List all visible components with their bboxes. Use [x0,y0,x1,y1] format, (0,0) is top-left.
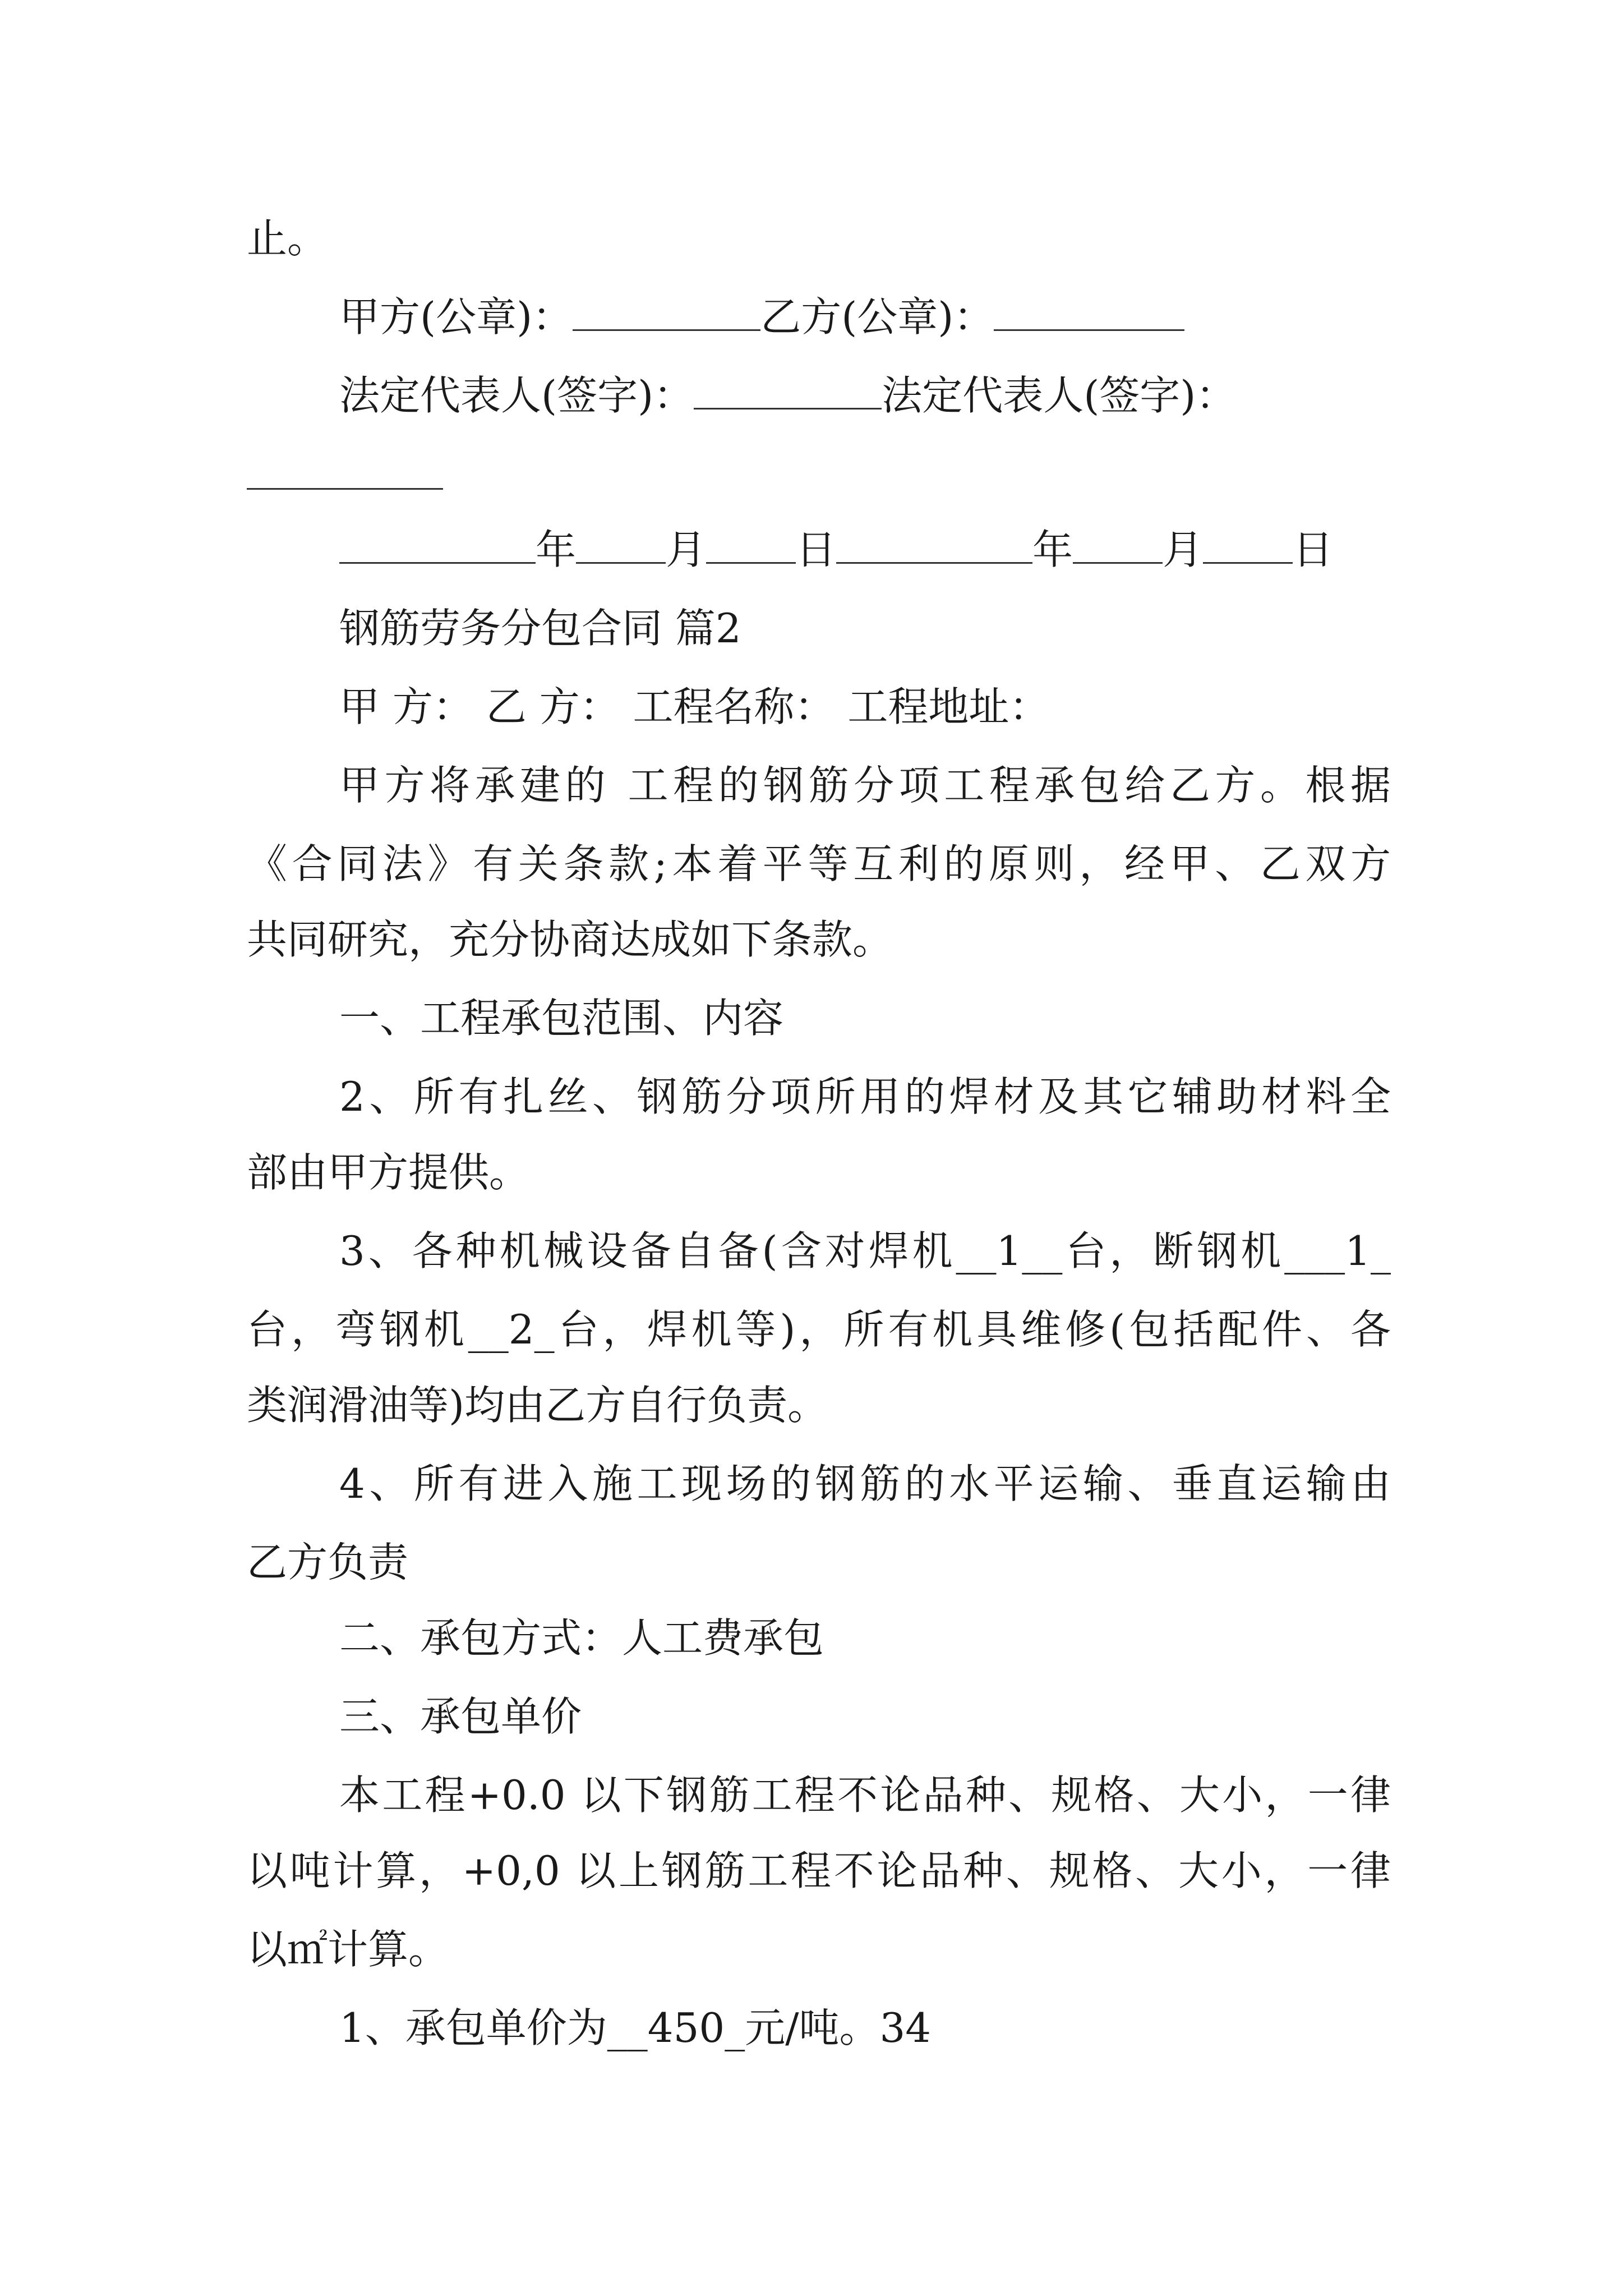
price-line: 1、承包单价为__450_元/吨。34 [339,2004,932,2051]
paragraph-line: 《合同法》有关条款;本着平等互利的原则，经甲、乙双方 [247,840,1391,887]
date-day-label: 日 [796,526,837,573]
party-a-rep-blank [694,373,882,409]
date-day-label: 日 [1293,526,1334,573]
paragraph-line: 3、各种机械设备自备(含对焊机__1__台，断钢机___1_ [339,1227,1391,1274]
paragraph-line: 部由甲方提供。 [247,1149,530,1196]
paragraph-line: 乙方负责 [247,1539,409,1586]
date-month-label: 月 [666,526,707,573]
signature-line-seal [339,289,1184,345]
paragraph-line: 以吨计算，+0,0 以上钢筋工程不论品种、规格、大小，一律 [247,1847,1391,1894]
party-a-seal-blank [573,295,760,331]
clause-heading: 三、承包单价 [339,1693,582,1740]
party-b-seal-blank [994,295,1184,331]
paragraph-line: 台，弯钢机__2_台，焊机等)，所有机具维修(包括配件、各 [247,1306,1391,1353]
date-blank [706,527,796,564]
party-b-rep-blank [247,488,443,490]
date-blank [339,527,536,564]
clause-heading: 一、工程承包范围、内容 [339,995,784,1042]
date-blank [1203,527,1293,564]
paragraph-line: 以㎡计算。 [247,1926,449,1973]
paragraph-line: 甲方将承建的 工程的钢筋分项工程承包给乙方。根据 [339,762,1391,809]
paragraph-line: 2、所有扎丝、钢筋分项所用的焊材及其它辅助材料全 [339,1073,1391,1120]
date-year-label: 年 [1032,526,1073,573]
party-a-rep-label: 法定代表人(签字)： [339,372,694,419]
paragraph-line: 本工程+0.0 以下钢筋工程不论品种、规格、大小，一律 [339,1772,1391,1819]
date-month-label: 月 [1163,526,1204,573]
party-a-seal-label: 甲方(公章)： [339,293,573,341]
paragraph-line: 类润滑油等)均由乙方自行负责。 [247,1382,828,1429]
paragraph-line: 4、所有进入施工现场的钢筋的水平运输、垂直运输由 [339,1460,1391,1507]
parties-line: 甲 方： 乙 方： 工程名称： 工程地址： [339,683,1050,730]
date-line [339,522,1333,578]
party-b-rep-label: 法定代表人(签字)： [882,372,1237,419]
section-heading: 钢筋劳务分包合同 篇2 [339,605,741,652]
date-year-label: 年 [536,526,577,573]
date-blank [576,527,666,564]
signature-line-rep [339,367,1236,424]
text-line: 止。 [247,215,328,262]
date-blank [836,527,1032,564]
clause-heading: 二、承包方式：人工费承包 [339,1614,824,1662]
date-blank [1073,527,1163,564]
paragraph-line: 共同研究，充分协商达成如下条款。 [247,916,893,963]
party-b-seal-label: 乙方(公章)： [760,293,994,341]
